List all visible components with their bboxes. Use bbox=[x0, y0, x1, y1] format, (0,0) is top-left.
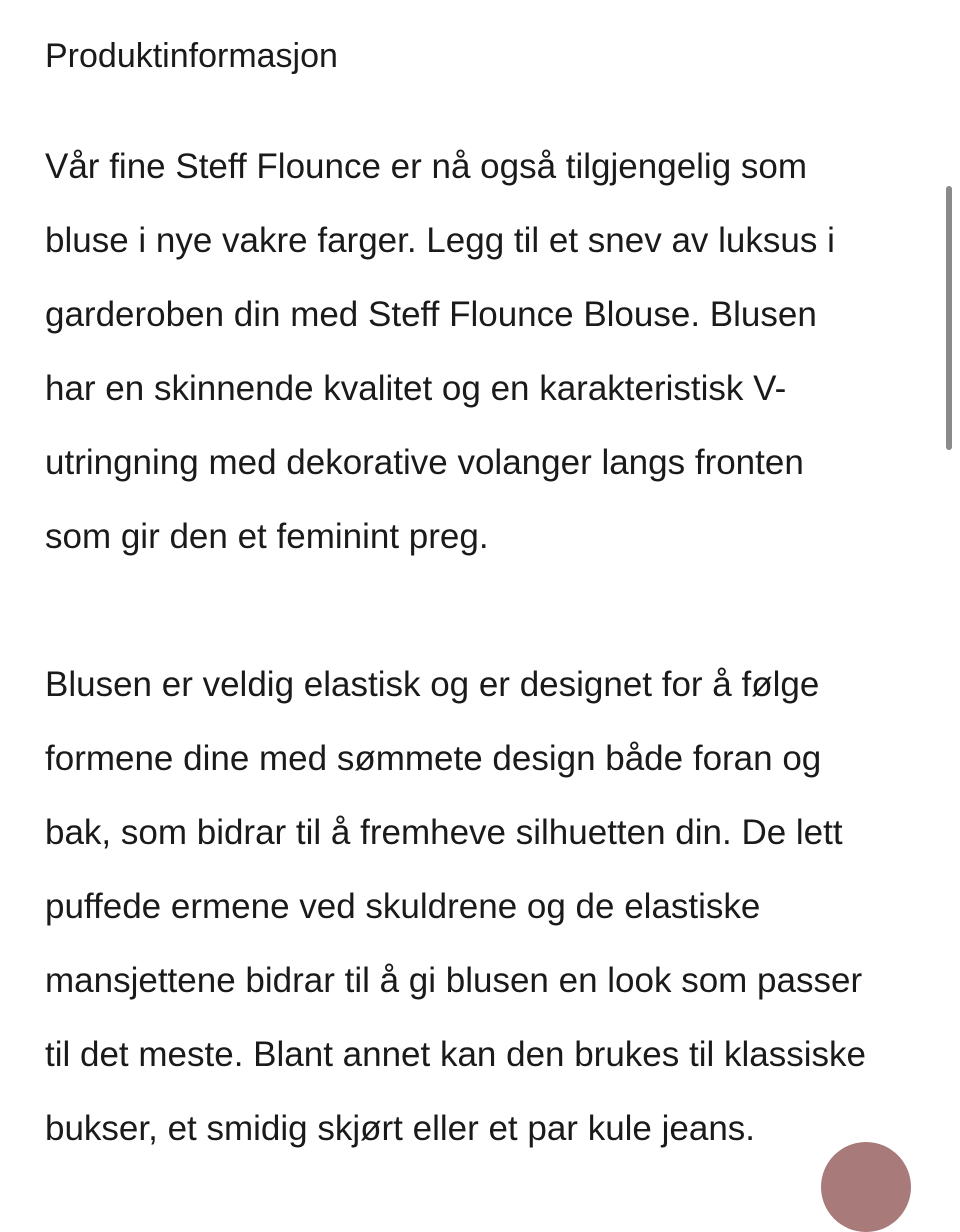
text-line: bak, som bidrar til å fremheve silhuetten din. De lett bbox=[45, 813, 843, 852]
description-paragraph-1 bbox=[45, 130, 835, 574]
description-paragraph-2 bbox=[45, 648, 866, 1166]
text-line: formene dine med sømmete design både foran og bbox=[45, 739, 822, 778]
text-line: som gir den et feminint preg. bbox=[45, 517, 489, 556]
section-title: Produktinformasjon bbox=[45, 37, 338, 75]
text-line: mansjettene bidrar til å gi blusen en look som passer bbox=[45, 961, 863, 1000]
text-line: garderoben din med Steff Flounce Blouse. Blusen bbox=[45, 295, 817, 334]
text-line: puffede ermene ved skuldrene og de elastiske bbox=[45, 887, 761, 926]
text-line: har en skinnende kvalitet og en karakteristisk V- bbox=[45, 369, 787, 408]
text-line: til det meste. Blant annet kan den brukes til klassiske bbox=[45, 1035, 866, 1074]
text-line: Vår fine Steff Flounce er nå også tilgjengelig som bbox=[45, 147, 808, 186]
text-line: bukser, et smidig skjørt eller et par kule jeans. bbox=[45, 1109, 756, 1148]
text-line: Blusen er veldig elastisk og er designet for å følge bbox=[45, 665, 820, 704]
text-line: bluse i nye vakre farger. Legg til et snev av luksus i bbox=[45, 221, 835, 260]
scrollbar[interactable] bbox=[946, 186, 952, 450]
text-line: utringning med dekorative volanger langs fronten bbox=[45, 443, 804, 482]
